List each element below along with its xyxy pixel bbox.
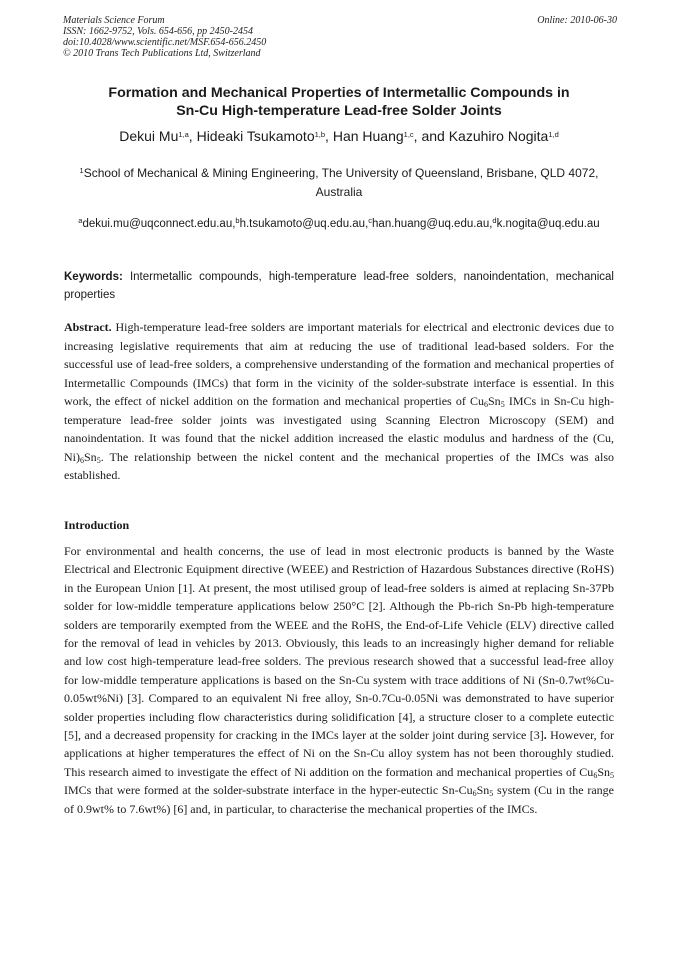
author-list [55, 127, 623, 145]
author-affil-sup: 1,a [178, 130, 189, 139]
abstract-text: Sn [488, 394, 501, 408]
author-affil-sup: 1,c [403, 130, 414, 139]
email-sup: c [368, 216, 373, 225]
intro-text: system (Cu in the range of 0.9wt% to 7.6wt%) [6] and, in particular, to characterise the mechanical properties of the IMCs. [64, 783, 614, 816]
email-sup: d [492, 216, 497, 225]
subscript: 5 [489, 789, 494, 799]
abstract-text: IMCs in Sn-Cu high-temperature lead-free solder joints was investigated using Scanning Electron Microscopy (SEM) and nanoindentation. It was found that the nickel addition increased the elastic modulus and hardness of the (Cu, Ni) [64, 394, 614, 464]
section-heading-introduction: Introduction [64, 518, 130, 532]
intro-text: Sn [597, 764, 610, 779]
email-link[interactable]: h.tsukamoto@uq.edu.au, [239, 218, 369, 230]
subscript: 6 [593, 770, 598, 780]
keywords-label: Keywords: [64, 271, 123, 283]
email-list [55, 216, 623, 233]
subscript: 6 [472, 789, 477, 799]
author-sep: , [188, 128, 197, 144]
author-affil-sup: 1,b [314, 130, 326, 139]
abstract-label: Abstract. [64, 320, 112, 334]
intro-text: For environmental and health concerns, the use of lead in most electronic products is banned by the Waste Electrical and Electronic Equipment directive (WEEE) and Restriction of Hazardous Substances directive (RoHS) in the European Union [1]. At present, the most utilised group of lead-free solders is aimed at replacing Sn-37Pb solder for low-middle temperature applications below 250°C [2]. Although the Pb-rich Sn-Pb high-temperature solders are temporarily exempted from the WEEE and the RoHS, the End-of-Life Vehicle (ELV) directive called for the removal of lead in vehicles by 2013. Obviously, this leads to an increasingly higher demand for reliable and low cost high-temperature lead-free solders. The previous research showed that a successful lead-free alloy for low-middle temperature applications is based on the Sn-Cu system with trace additions of Ni (Sn-0.7wt%Cu-0.05wt%Ni) [3]. Compared to an equivalent Ni free alloy, Sn-0.7Cu-0.05Ni was demonstrated to have superior solder properties including flow characteristics during solidification [4], a structure closer to a complete eutectic [5], and a decreased propensity for cracking in the IMCs layer at the solder joint during service [3] [64, 544, 614, 743]
subscript: 5 [96, 455, 101, 465]
intro-text: Sn [476, 783, 490, 798]
email-sup: a [78, 216, 83, 225]
author-affil-sup: 1,d [548, 130, 559, 139]
abstract-text: Sn [84, 449, 97, 464]
journal-header [63, 15, 266, 59]
author-name: Hideaki Tsukamoto [196, 128, 315, 144]
affiliation-sup: 1 [79, 166, 84, 175]
abstract [64, 318, 614, 485]
paper-title [55, 84, 623, 120]
author-name: Han Huang [332, 128, 404, 144]
keywords [64, 268, 614, 304]
author-name: Kazuhiro Nogita [448, 128, 549, 144]
email-link[interactable]: han.huang@uq.edu.au, [372, 218, 493, 230]
intro-text: However, for applications at higher temperatures the effect of Ni on the Sn-Cu alloy system has not been thoroughly studied. This research aimed to investigate the effect of Ni addition on the formation and mechanical properties of Cu [64, 728, 614, 779]
keywords-text: Intermetallic compounds, high-temperature lead-free solders, nanoindentation, mechanical properties [64, 271, 614, 301]
intro-text: IMCs that were formed at the solder-substrate interface in the hyper-eutectic Sn-Cu [64, 783, 473, 798]
online-date: Online: 2010-06-30 [537, 15, 617, 26]
author-name: Dekui Mu [119, 128, 179, 144]
subscript: 6 [484, 400, 488, 409]
abstract-text: . The relationship between the nickel content and the mechanical properties of the IMCs was also established. [64, 449, 614, 482]
introduction-paragraph [64, 542, 614, 818]
abstract-text: High-temperature lead-free solders are important materials for electrical and electronic devices due to increasing legislative requirements that aim at reducing the use of traditional lead-based solders. For the successful use of lead-free solders, a comprehensive understanding of the formation and mechanical properties of Intermetallic Compounds (IMCs) that form in the vicinity of the solder-substrate interface is essential. In this work, the effect of nickel addition on the formation and mechanical properties of Cu [64, 320, 614, 408]
author-sep: , [325, 128, 333, 144]
doi-line: doi:10.4028/www.scientific.net/MSF.654-656.2450 [63, 37, 267, 48]
journal-name: Materials Science Forum [63, 15, 165, 26]
email-link[interactable]: dekui.mu@uqconnect.edu.au, [82, 218, 236, 230]
affiliation-text: School of Mechanical & Mining Engineering, The University of Queensland, Brisbane, QLD 4072, Australia [83, 166, 599, 199]
email-link[interactable]: k.nogita@uq.edu.au [496, 218, 600, 230]
author-sep: , and [413, 128, 449, 144]
intro-bold-period: . [543, 728, 547, 743]
copyright-line: © 2010 Trans Tech Publications Ltd, Switzerland [63, 48, 261, 59]
subscript: 6 [80, 455, 84, 465]
subscript: 5 [610, 770, 614, 780]
issn-line: ISSN: 1662-9752, Vols. 654-656, pp 2450-2454 [63, 26, 253, 37]
subscript: 5 [500, 400, 505, 409]
title-line-2: Sn-Cu High-temperature Lead-free Solder Joints [176, 103, 502, 119]
affiliation [55, 164, 623, 202]
email-sup: b [235, 216, 240, 225]
title-line-1: Formation and Mechanical Properties of Intermetallic Compounds in [108, 85, 570, 101]
